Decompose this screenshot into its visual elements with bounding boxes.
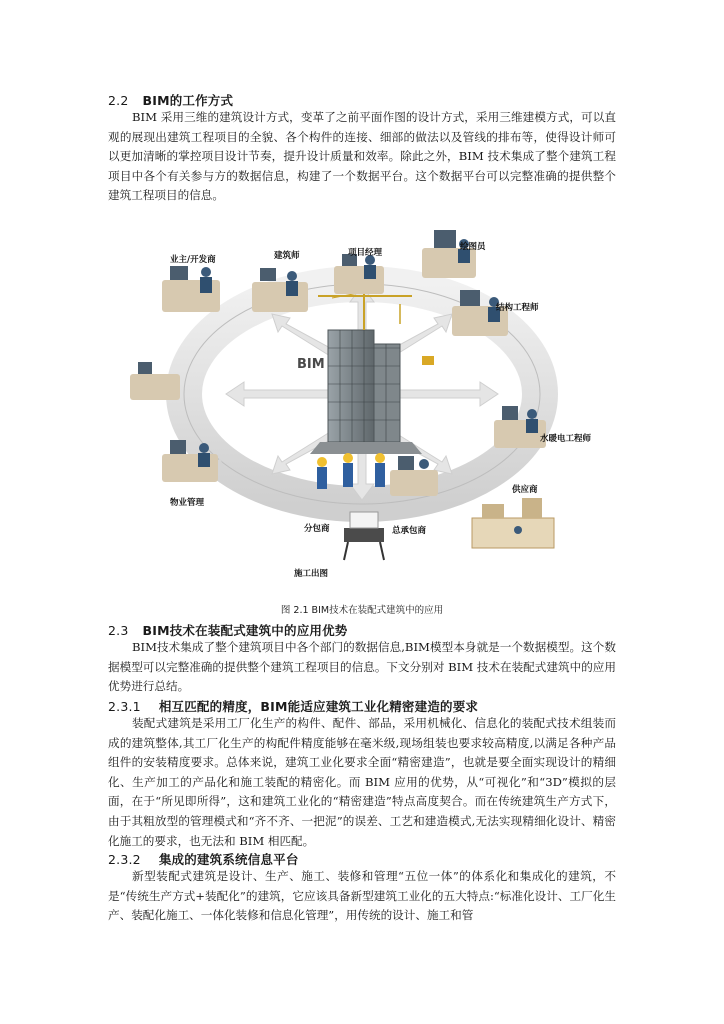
bim-application-diagram bbox=[122, 222, 606, 588]
workstation-owner bbox=[162, 266, 220, 312]
arrow-right-icon bbox=[384, 382, 498, 406]
label-supplier: 供应商 bbox=[512, 485, 538, 495]
label-drafter: 绘图员 bbox=[460, 242, 486, 252]
section-title: 集成的建筑系统信息平台 bbox=[158, 852, 299, 867]
section-heading-2-3-1 bbox=[108, 697, 478, 715]
label-mep-engineer: 水暖电工程师 bbox=[540, 434, 592, 444]
label-property-management: 物业管理 bbox=[170, 498, 205, 508]
paragraph: 装配式建筑是采用工厂化生产的构件、配件、部品，采用机械化、信息化的装配式技术组装而成的建筑整体,其工厂化生产的构配件精度能够在毫米级,现场组装也要求较高精度,以满足各种产品组件的安装精度要求。总体来说，建筑工业化要求全面“精密建造”，也就是要全面实现设计的精细化、生产加工的产品化和施工装配的精密化。而 BIM 应用的优势，从“可视化”和“3D”模拟的层面，在于“所见即所得”，这和建筑工业化的“精密建造”特点高度契合。而在传统建筑生产方式下，由于其粗放型的管理模式和“齐不齐、一把泥”的误差、工艺和建造模式,无法实现精细化设计、精密化施工的要求，也无法和 BIM 相匹配。 bbox=[108, 716, 616, 848]
paragraph: BIM 采用三维的建筑设计方式，变革了之前平面作图的设计方式，采用三维建模方式，可以直观的展现出建筑工程项目的全貌、各个构件的连接、细部的做法以及管线的排布等，使得设计师可以更加清晰的掌控项目设计节奏，提升设计质量和效率。除此之外，BIM 技术集成了整个建筑工程项目中各个有关参与方的数据信息，构建了一个数据平台。这个数据平台可以完整准确的提供整个建筑工程项目的信息。 bbox=[108, 110, 616, 203]
section-number: 2.3.2 bbox=[108, 852, 141, 867]
workstation-supplier bbox=[472, 498, 554, 548]
section-2-3-1-body bbox=[108, 714, 616, 851]
label-subcontractor: 分包商 bbox=[304, 524, 330, 534]
section-number: 2.2 bbox=[108, 93, 129, 108]
workstation-project-manager bbox=[334, 254, 384, 294]
label-project-manager: 项目经理 bbox=[348, 248, 383, 258]
section-number: 2.3 bbox=[108, 623, 129, 638]
section-2-2-body bbox=[108, 108, 616, 206]
label-structural-engineer: 结构工程师 bbox=[496, 303, 539, 313]
paragraph: BIM技术集成了整个建筑项目中各个部门的数据信息,BIM模型本身就是一个数据模型。这个数据模型可以完整准确的提供整个建筑工程项目的信息。下文分别对 BIM 技术在装配式建筑中的应用优势进行总结。 bbox=[108, 640, 616, 694]
label-architect: 建筑师 bbox=[274, 251, 300, 261]
bim-center-label: BIM bbox=[297, 357, 325, 372]
paragraph: 新型装配式建筑是设计、生产、施工、装修和管理“五位一体”的体系化和集成化的建筑，不是“传统生产方式+装配化”的建筑，它应该具备新型建筑工业化的五大特点:“标准化设计、工厂化生产、装配化施工、一体化装修和信息化管理”，用传统的设计、施工和管 bbox=[108, 869, 616, 923]
section-2-3-2-body bbox=[108, 867, 616, 926]
truck-icon bbox=[422, 356, 434, 365]
section-title: 相互匹配的精度，BIM能适应建筑工业化精密建造的要求 bbox=[158, 699, 479, 714]
section-2-3-body bbox=[108, 638, 616, 697]
plotter-printer bbox=[344, 512, 384, 560]
section-number: 2.3.1 bbox=[108, 699, 141, 714]
workstation-structural-engineer bbox=[452, 290, 508, 336]
workstation-drafter bbox=[422, 230, 476, 278]
workstation-general-contractor bbox=[390, 456, 438, 496]
label-general-contractor: 总承包商 bbox=[392, 526, 427, 536]
section-title: BIM的工作方式 bbox=[142, 93, 234, 108]
label-owner: 业主/开发商 bbox=[170, 255, 216, 265]
section-title: BIM技术在装配式建筑中的应用优势 bbox=[142, 623, 348, 638]
section-heading-2-3-2 bbox=[108, 850, 299, 868]
label-construction-plot: 施工出图 bbox=[294, 569, 329, 579]
arrow-up-left-icon bbox=[272, 314, 334, 356]
section-heading-2-3 bbox=[108, 621, 348, 639]
figure-caption: 图 2.1 BIM技术在装配式建筑中的应用 bbox=[280, 605, 444, 616]
section-heading-2-2 bbox=[108, 91, 233, 109]
